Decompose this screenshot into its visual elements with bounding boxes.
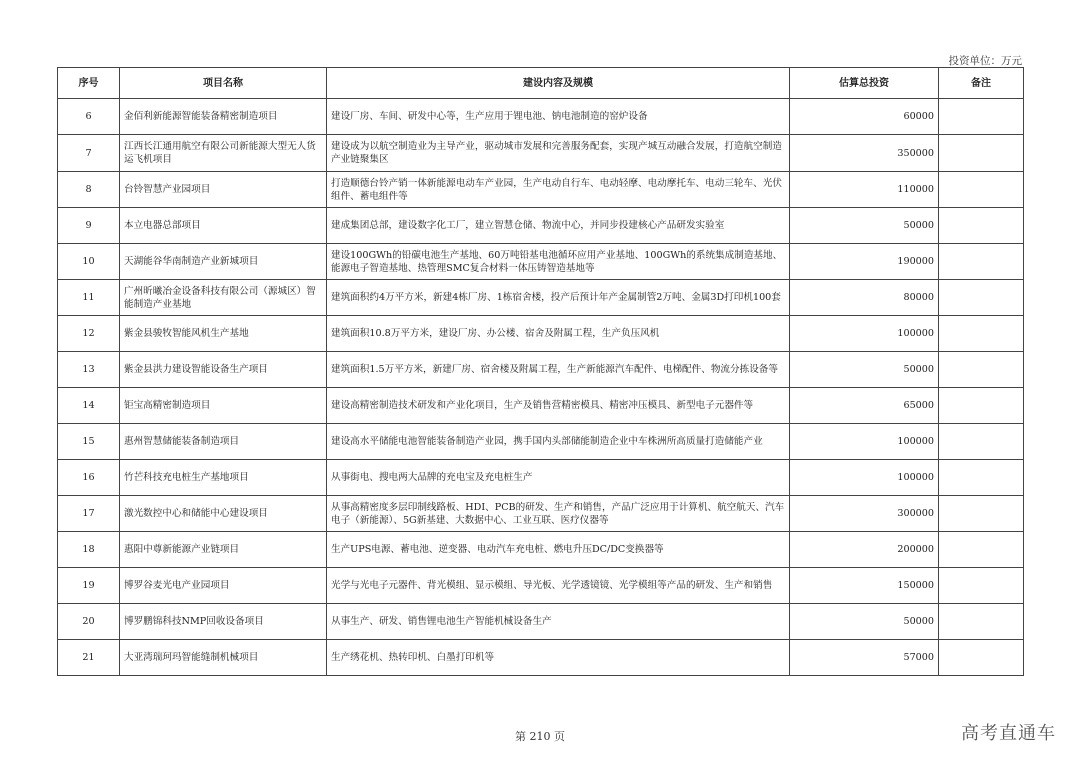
cell-note [939, 280, 1024, 316]
cell-no: 7 [58, 135, 120, 172]
cell-project-name: 惠州智慧储能装备制造项目 [120, 424, 327, 460]
cell-note [939, 640, 1024, 676]
investment-unit-label: 投资单位：万元 [948, 55, 1022, 67]
cell-project-name: 江西长江通用航空有限公司新能源大型无人货运飞机项目 [120, 135, 327, 172]
cell-project-name: 台铃智慧产业园项目 [120, 172, 327, 208]
cell-project-name: 紫金县洪力建设智能设备生产项目 [120, 352, 327, 388]
cell-no: 17 [58, 496, 120, 532]
cell-note [939, 496, 1024, 532]
table-row [58, 460, 1024, 496]
cell-note [939, 99, 1024, 135]
cell-investment: 80000 [790, 280, 939, 316]
header-content-scale: 建设内容及规模 [327, 68, 790, 99]
cell-content-scale: 打造顺德台铃产销一体新能源电动车产业园，生产电动自行车、电动轻摩、电动摩托车、电动三轮车、光伏组件、蓄电组件等 [327, 172, 790, 208]
cell-project-name: 本立电器总部项目 [120, 208, 327, 244]
header-note: 备注 [939, 68, 1024, 99]
cell-note [939, 424, 1024, 460]
cell-project-name: 博罗鹏锦科技NMP回收设备项目 [120, 604, 327, 640]
cell-note [939, 388, 1024, 424]
cell-content-scale: 建设厂房、车间、研发中心等，生产应用于锂电池、钠电池制造的窑炉设备 [327, 99, 790, 135]
cell-no: 10 [58, 244, 120, 280]
cell-investment: 100000 [790, 316, 939, 352]
cell-investment: 100000 [790, 460, 939, 496]
table-row [58, 280, 1024, 316]
cell-no: 12 [58, 316, 120, 352]
cell-note [939, 604, 1024, 640]
cell-investment: 350000 [790, 135, 939, 172]
cell-note [939, 208, 1024, 244]
cell-investment: 50000 [790, 352, 939, 388]
cell-note [939, 244, 1024, 280]
cell-note [939, 352, 1024, 388]
cell-note [939, 135, 1024, 172]
cell-note [939, 568, 1024, 604]
cell-project-name: 广州昕曦冶金设备科技有限公司（源城区）智能制造产业基地 [120, 280, 327, 316]
cell-investment: 190000 [790, 244, 939, 280]
header-total-investment: 估算总投资 [790, 68, 939, 99]
project-table [57, 67, 1024, 676]
cell-project-name: 大亚湾瑞珂玛智能缝制机械项目 [120, 640, 327, 676]
table-row [58, 496, 1024, 532]
cell-content-scale: 建成集团总部，建设数字化工厂，建立智慧仓储、物流中心，并同步投建核心产品研发实验室 [327, 208, 790, 244]
cell-content-scale: 从事高精密度多层印制线路板、HDI、PCB的研发、生产和销售，产品广泛应用于计算机、航空航天、汽车电子（新能源）、5G新基建、大数据中心、工业互联、医疗仪器等 [327, 496, 790, 532]
table-row [58, 208, 1024, 244]
cell-content-scale: 从事生产、研发、销售锂电池生产智能机械设备生产 [327, 604, 790, 640]
table-row [58, 388, 1024, 424]
cell-content-scale: 建设成为以航空制造业为主导产业，驱动城市发展和完善服务配套，实现产城互动融合发展，打造航空制造产业链聚集区 [327, 135, 790, 172]
table-row [58, 316, 1024, 352]
header-project-name: 项目名称 [120, 68, 327, 99]
cell-note [939, 460, 1024, 496]
header-no: 序号 [58, 68, 120, 99]
cell-project-name: 竹芒科技充电桩生产基地项目 [120, 460, 327, 496]
cell-note [939, 172, 1024, 208]
table-row [58, 172, 1024, 208]
cell-no: 20 [58, 604, 120, 640]
table-row [58, 424, 1024, 460]
table-row [58, 640, 1024, 676]
cell-no: 21 [58, 640, 120, 676]
cell-note [939, 532, 1024, 568]
cell-no: 19 [58, 568, 120, 604]
cell-project-name: 金佰利新能源智能装备精密制造项目 [120, 99, 327, 135]
page-number: 第 210 页 [515, 730, 565, 743]
cell-no: 13 [58, 352, 120, 388]
cell-content-scale: 生产UPS电源、蓄电池、逆变器、电动汽车充电桩、燃电升压DC/DC变换器等 [327, 532, 790, 568]
cell-project-name: 博罗谷麦光电产业园项目 [120, 568, 327, 604]
cell-investment: 150000 [790, 568, 939, 604]
cell-content-scale: 建筑面积约4万平方米，新建4栋厂房、1栋宿舍楼，投产后预计年产金属制管2万吨、金属3D打印机100套 [327, 280, 790, 316]
cell-content-scale: 建设高精密制造技术研发和产业化项目，生产及销售营精密模具、精密冲压模具、新型电子元器件等 [327, 388, 790, 424]
cell-content-scale: 建设高水平储能电池智能装备制造产业园，携手国内头部储能制造企业中车株洲所高质量打造储能产业 [327, 424, 790, 460]
cell-content-scale: 生产绣花机、热转印机、白墨打印机等 [327, 640, 790, 676]
cell-project-name: 激光数控中心和储能中心建设项目 [120, 496, 327, 532]
cell-no: 16 [58, 460, 120, 496]
cell-no: 9 [58, 208, 120, 244]
table-row [58, 99, 1024, 135]
cell-no: 8 [58, 172, 120, 208]
table-row [58, 568, 1024, 604]
table-row [58, 532, 1024, 568]
cell-note [939, 316, 1024, 352]
cell-project-name: 紫金县骏牧智能风机生产基地 [120, 316, 327, 352]
cell-investment: 100000 [790, 424, 939, 460]
cell-investment: 200000 [790, 532, 939, 568]
cell-content-scale: 建筑面积1.5万平方米，新建厂房、宿舍楼及附属工程，生产新能源汽车配件、电梯配件、物流分拣设备等 [327, 352, 790, 388]
cell-content-scale: 建设100GWh的铅碳电池生产基地、60万吨铅基电池循环应用产业基地、100GWh的系统集成制造基地、能源电子智造基地、热管理SMC复合材料一体压铸智造基地等 [327, 244, 790, 280]
cell-no: 18 [58, 532, 120, 568]
cell-no: 11 [58, 280, 120, 316]
cell-investment: 50000 [790, 208, 939, 244]
table-row [58, 352, 1024, 388]
cell-no: 14 [58, 388, 120, 424]
cell-investment: 300000 [790, 496, 939, 532]
cell-project-name: 天湖能谷华南制造产业新城项目 [120, 244, 327, 280]
cell-content-scale: 光学与光电子元器件、背光模组、显示模组、导光板、光学透镜镜、光学模组等产品的研发、生产和销售 [327, 568, 790, 604]
cell-investment: 60000 [790, 99, 939, 135]
brand-watermark: 高考直通车 [961, 723, 1056, 744]
table-row [58, 135, 1024, 172]
cell-investment: 65000 [790, 388, 939, 424]
cell-investment: 50000 [790, 604, 939, 640]
cell-no: 15 [58, 424, 120, 460]
table-row [58, 604, 1024, 640]
cell-project-name: 惠阳中尊新能源产业链项目 [120, 532, 327, 568]
cell-investment: 57000 [790, 640, 939, 676]
table-row [58, 244, 1024, 280]
cell-content-scale: 建筑面积10.8万平方米，建设厂房、办公楼、宿舍及附属工程，生产负压风机 [327, 316, 790, 352]
cell-project-name: 钜宝高精密制造项目 [120, 388, 327, 424]
table-header-row [58, 68, 1024, 99]
cell-content-scale: 从事街电、搜电两大品牌的充电宝及充电桩生产 [327, 460, 790, 496]
cell-no: 6 [58, 99, 120, 135]
cell-investment: 110000 [790, 172, 939, 208]
